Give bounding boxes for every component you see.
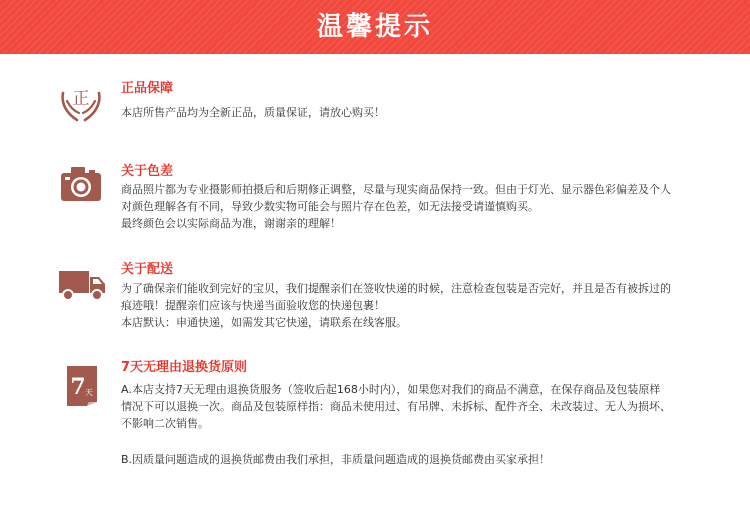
section-text-genuine-1: 本店所售产品均为全新正品，质量保证，请放心购买！ bbox=[121, 106, 385, 119]
section-title-genuine: 正品保障 bbox=[121, 81, 174, 96]
section-text-return-2: 情况下可以退换一次。商品及包装原样指：商品未使用过、有吊牌、未拆标、配件齐全、未改装过、无人为损坏、 bbox=[121, 400, 671, 413]
section-text-return-1: A.本店支持7天无理由退换货服务（签收后起168小时内），如果您对我们的商品不满意，在保存商品及包装原样 bbox=[121, 383, 661, 396]
section-text-color-1: 商品照片都为专业摄影师拍摄后和后期修正调整，尽量与现实商品保持一致。但由于灯光、显示器色彩偏差及个人 bbox=[121, 183, 671, 196]
section-text-delivery-2: 痕迹哦！提醒亲们应该与快递当面验收您的快递包裹！ bbox=[121, 299, 385, 312]
genuine-product-hands-icon bbox=[58, 79, 104, 125]
genuine-icon-label: 正 bbox=[72, 89, 90, 109]
section-text-color-3: 最终颜色会以实际商品为准，谢谢亲的理解！ bbox=[121, 217, 341, 230]
page-title: 温馨提示 bbox=[316, 12, 433, 42]
section-text-return-3: 不影响二次销售。 bbox=[121, 417, 209, 430]
section-title-delivery: 关于配送 bbox=[121, 262, 174, 277]
camera-icon bbox=[58, 162, 104, 208]
seven-day-icon-number: 7 bbox=[70, 374, 86, 400]
header-banner bbox=[0, 0, 750, 54]
section-text-color-2: 对颜色理解各有不同，导致少数实物可能会与照片存在色差，如无法接受请谨慎购买。 bbox=[121, 200, 539, 213]
section-text-return-note: B.因质量问题造成的退换货邮费由我们承担，非质量问题造成的退换货邮费由买家承担！ bbox=[121, 453, 551, 466]
seven-day-calendar-icon bbox=[58, 362, 104, 408]
section-text-delivery-3: 本店默认：申通快递，如需发其它快递，请联系在线客服。 bbox=[121, 316, 407, 329]
delivery-truck-icon bbox=[57, 263, 107, 309]
section-title-return: 7天无理由退换货原则 bbox=[121, 360, 248, 375]
seven-day-icon-day: 天 bbox=[85, 388, 93, 397]
section-title-color: 关于色差 bbox=[121, 164, 174, 179]
section-text-delivery-1: 为了确保亲们能收到完好的宝贝，我们提醒亲们在签收快递的时候，注意检查包装是否完好，并且是否有被拆过的 bbox=[121, 282, 671, 295]
